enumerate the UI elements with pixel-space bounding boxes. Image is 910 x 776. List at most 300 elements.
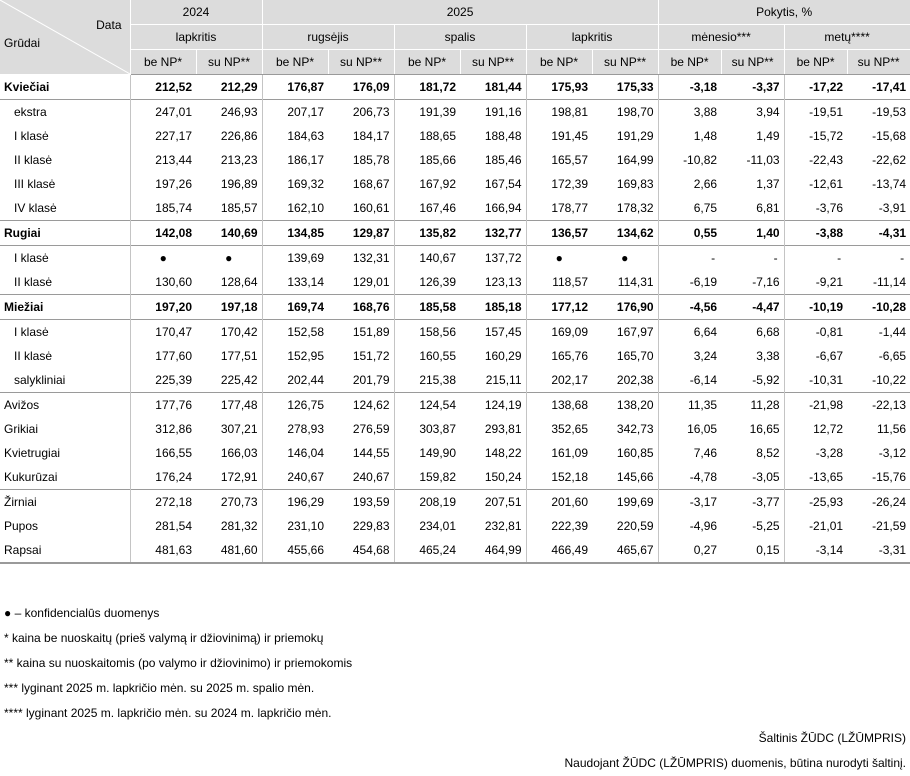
table-row xyxy=(0,75,910,100)
table-cell: 2,66 xyxy=(658,172,721,196)
table-cell: 126,75 xyxy=(262,393,328,418)
row-label: II klasė xyxy=(14,275,53,289)
table-cell: -26,24 xyxy=(847,490,910,515)
table-row xyxy=(0,441,910,465)
table-row xyxy=(0,221,910,246)
table-cell: 137,72 xyxy=(460,246,526,271)
table-cell: 184,63 xyxy=(262,124,328,148)
table-cell: 197,18 xyxy=(196,295,262,320)
table-cell: 151,72 xyxy=(352,349,390,363)
table-cell: -10,28 xyxy=(847,295,910,320)
table-cell: 0,27 xyxy=(658,538,721,563)
table-cell: 129,87 xyxy=(328,221,394,246)
footnote: ** kaina su nuoskaitomis (po valymo ir džiovinimo) ir priemokomis xyxy=(4,656,353,670)
table-cell: -3,18 xyxy=(658,75,721,100)
table-cell: 166,94 xyxy=(484,201,522,215)
table-cell: 167,97 xyxy=(592,320,658,345)
table-cell: 151,89 xyxy=(328,320,394,345)
table-cell: -12,61 xyxy=(784,172,847,196)
table-cell: 177,60 xyxy=(130,344,196,368)
table-cell: 166,03 xyxy=(220,446,258,460)
table-cell: 481,60 xyxy=(196,538,262,563)
table-cell: 270,73 xyxy=(196,490,262,515)
table-cell: -13,74 xyxy=(872,177,907,191)
table-cell: -3,14 xyxy=(784,538,847,563)
change-header: Pokytis, % xyxy=(658,0,910,25)
table-cell: 160,29 xyxy=(484,349,522,363)
table-cell: -5,25 xyxy=(752,519,780,533)
table-cell: 201,60 xyxy=(526,490,592,515)
table-cell: 159,82 xyxy=(394,465,460,490)
table-cell: -10,82 xyxy=(658,148,721,172)
footnote: **** lyginant 2025 m. lapkričio mėn. su 2024 m. lapkričio mėn. xyxy=(4,706,332,720)
table-cell: 202,44 xyxy=(262,368,328,393)
month-header: lapkritis xyxy=(130,25,262,50)
table-cell: 198,70 xyxy=(592,100,658,125)
su-np-header: su NP** xyxy=(328,50,394,75)
table-cell: -3,77 xyxy=(721,490,784,515)
table-cell: 177,51 xyxy=(220,349,258,363)
table-cell: -21,59 xyxy=(872,519,907,533)
table-cell: -3,76 xyxy=(784,196,847,221)
table-row xyxy=(0,100,910,125)
table-cell: - xyxy=(847,246,910,271)
table-cell: 465,24 xyxy=(394,538,460,563)
table-cell: 191,29 xyxy=(616,129,654,143)
table-cell: -7,16 xyxy=(752,275,780,289)
table-cell: 215,11 xyxy=(485,373,522,387)
table-cell: 191,45 xyxy=(526,124,592,148)
table-cell: 170,42 xyxy=(196,320,262,345)
table-cell: 140,67 xyxy=(394,246,460,271)
table-cell: -3,05 xyxy=(752,470,780,484)
table-row xyxy=(0,344,910,368)
table-cell: 465,67 xyxy=(592,538,658,563)
table-cell: -10,19 xyxy=(784,295,847,320)
table-cell: 152,95 xyxy=(262,344,328,368)
table-cell: 167,54 xyxy=(484,177,522,191)
table-cell: -17,22 xyxy=(784,75,847,100)
table-cell: 160,55 xyxy=(394,344,460,368)
table-cell: 11,28 xyxy=(721,393,784,418)
footnote: *** lyginant 2025 m. lapkričio mėn. su 2025 m. spalio mėn. xyxy=(4,681,315,695)
table-cell: -5,92 xyxy=(752,373,780,387)
table-cell: 16,05 xyxy=(658,417,721,441)
table-row xyxy=(0,490,910,515)
table-cell: 124,54 xyxy=(394,393,460,418)
table-cell: 198,81 xyxy=(526,100,592,125)
table-cell: 481,63 xyxy=(130,538,196,563)
table-cell: 12,72 xyxy=(784,417,847,441)
table-row xyxy=(0,393,910,418)
table-cell: 158,56 xyxy=(394,320,460,345)
table-cell: 185,18 xyxy=(460,295,526,320)
row-label: salykliniai xyxy=(14,373,66,387)
table-cell: 227,17 xyxy=(130,124,196,148)
table-cell: 133,14 xyxy=(262,270,328,295)
table-cell: 175,33 xyxy=(616,80,654,94)
source-line: Šaltinis ŽŪDC (LŽŪMPRIS) xyxy=(758,731,906,745)
be-np-header: be NP* xyxy=(394,50,460,75)
table-cell: 11,56 xyxy=(876,422,907,436)
table-cell: 247,01 xyxy=(130,100,196,125)
table-cell: 165,57 xyxy=(526,148,592,172)
table-cell: 207,51 xyxy=(460,490,526,515)
table-cell: 138,20 xyxy=(592,393,658,418)
table-cell: 0,15 xyxy=(721,538,784,563)
table-cell: 342,73 xyxy=(616,422,654,436)
table-cell: 152,58 xyxy=(262,320,328,345)
table-cell: 160,61 xyxy=(352,201,390,215)
table-cell: - xyxy=(784,246,847,271)
row-label: Rapsai xyxy=(0,538,130,563)
table-cell: 176,09 xyxy=(352,80,390,94)
table-cell: 6,64 xyxy=(658,320,721,345)
row-label: Kvietrugiai xyxy=(4,446,61,460)
table-cell: -17,41 xyxy=(872,80,907,94)
table-row xyxy=(0,196,910,221)
table-cell: 231,10 xyxy=(262,514,328,538)
table-cell: 167,46 xyxy=(394,196,460,221)
table-cell: -15,76 xyxy=(872,470,907,484)
table-cell: 464,99 xyxy=(460,538,526,563)
table-cell: 185,66 xyxy=(394,148,460,172)
table-cell: 135,82 xyxy=(394,221,460,246)
table-cell: 201,79 xyxy=(352,373,390,387)
table-cell: 193,59 xyxy=(328,490,394,515)
table-cell: 132,31 xyxy=(328,246,394,271)
table-cell: 213,23 xyxy=(220,153,258,167)
table-cell: 240,67 xyxy=(352,470,390,484)
table-cell: 466,49 xyxy=(526,538,592,563)
table-cell: ● xyxy=(196,246,262,271)
table-cell: 126,39 xyxy=(394,270,460,295)
row-label: I klasė xyxy=(14,129,49,143)
table-cell: -6,14 xyxy=(658,368,721,393)
table-cell: -4,96 xyxy=(658,514,721,538)
table-cell: 184,17 xyxy=(352,129,390,143)
table-cell: 178,77 xyxy=(526,196,592,221)
table-cell: -3,31 xyxy=(847,538,910,563)
table-cell: 170,47 xyxy=(130,320,196,345)
table-cell: 134,62 xyxy=(592,221,658,246)
table-cell: 114,31 xyxy=(617,275,654,289)
row-label: III klasė xyxy=(14,177,56,191)
table-cell: 293,81 xyxy=(484,422,522,436)
table-cell: 161,09 xyxy=(526,441,592,465)
table-cell: 229,83 xyxy=(352,519,390,533)
table-cell: 149,90 xyxy=(394,441,460,465)
be-np-header: be NP* xyxy=(784,50,847,75)
table-cell: 220,59 xyxy=(616,519,654,533)
table-cell: -9,21 xyxy=(784,270,847,295)
table-cell: 281,54 xyxy=(130,514,196,538)
table-cell: 132,77 xyxy=(460,221,526,246)
table-cell: - xyxy=(658,246,721,271)
table-cell: -11,03 xyxy=(746,153,780,167)
table-cell: 129,01 xyxy=(352,275,390,289)
su-np-header: su NP** xyxy=(196,50,262,75)
table-cell: 199,69 xyxy=(592,490,658,515)
table-cell: 454,68 xyxy=(328,538,394,563)
table-cell: -3,91 xyxy=(878,201,907,215)
table-cell: -6,67 xyxy=(784,344,847,368)
table-cell: 146,04 xyxy=(262,441,328,465)
be-np-header: be NP* xyxy=(130,50,196,75)
table-cell: -21,01 xyxy=(784,514,847,538)
table-cell: 176,87 xyxy=(262,75,328,100)
year-2024-header: 2024 xyxy=(130,0,262,25)
table-cell: -3,12 xyxy=(878,446,907,460)
footnotes xyxy=(4,606,352,731)
table-cell: 212,52 xyxy=(130,75,196,100)
table-row xyxy=(0,514,910,538)
month-header: rugsėjis xyxy=(262,25,394,50)
table-cell: 197,20 xyxy=(130,295,196,320)
table-row xyxy=(0,295,910,320)
table-cell: 165,70 xyxy=(616,349,654,363)
table-cell: -19,53 xyxy=(847,100,910,125)
table-cell: -3,88 xyxy=(784,221,847,246)
table-cell: -1,44 xyxy=(847,320,910,345)
table-cell: 272,18 xyxy=(130,490,196,515)
table-cell: 191,16 xyxy=(460,100,526,125)
table-cell: -11,14 xyxy=(872,275,907,289)
table-cell: 6,75 xyxy=(658,196,721,221)
be-np-header: be NP* xyxy=(658,50,721,75)
row-label: I klasė xyxy=(0,246,130,271)
row-label: IV klasė xyxy=(14,201,57,215)
table-cell: 3,24 xyxy=(658,344,721,368)
table-cell: 185,46 xyxy=(484,153,522,167)
table-cell: 225,42 xyxy=(220,373,258,387)
table-cell: -3,37 xyxy=(752,80,780,94)
table-row xyxy=(0,172,910,196)
table-cell: - xyxy=(721,246,784,271)
table-cell: 206,73 xyxy=(328,100,394,125)
table-cell: 191,39 xyxy=(394,100,460,125)
table-cell: 312,86 xyxy=(130,417,196,441)
table-cell: -6,19 xyxy=(658,270,721,295)
table-cell: -4,31 xyxy=(847,221,910,246)
row-label: Avižos xyxy=(0,393,130,418)
table-cell: 455,66 xyxy=(262,538,328,563)
table-cell: 222,39 xyxy=(526,514,592,538)
table-cell: 181,44 xyxy=(484,80,522,94)
table-cell: 130,60 xyxy=(130,270,196,295)
source-note: Naudojant ŽŪDC (LŽŪMPRIS) duomenis, būtina nurodyti šaltinį. xyxy=(564,756,906,770)
table-cell: 1,49 xyxy=(756,129,780,143)
table-cell: 3,38 xyxy=(756,349,780,363)
table-cell: 168,67 xyxy=(352,177,390,191)
table-cell: 134,85 xyxy=(262,221,328,246)
table-cell: 138,68 xyxy=(526,393,592,418)
table-cell: 177,12 xyxy=(526,295,592,320)
table-cell: 1,37 xyxy=(756,177,780,191)
table-cell: 303,87 xyxy=(394,417,460,441)
table-cell: -0,81 xyxy=(784,320,847,345)
table-cell: -22,13 xyxy=(847,393,910,418)
table-cell: 181,72 xyxy=(394,75,460,100)
header-corner xyxy=(0,0,130,75)
row-label: Pupos xyxy=(4,519,39,533)
table-cell: 178,32 xyxy=(616,201,654,215)
table-cell: 278,93 xyxy=(262,417,328,441)
table-cell: 3,94 xyxy=(721,100,784,125)
table-cell: 177,76 xyxy=(130,393,196,418)
table-cell: -15,68 xyxy=(872,129,907,143)
table-cell: 169,83 xyxy=(616,177,654,191)
table-cell: 160,85 xyxy=(616,446,654,460)
row-label: ekstra xyxy=(0,100,130,125)
table-cell: 176,90 xyxy=(592,295,658,320)
table-cell: 1,40 xyxy=(721,221,784,246)
table-cell: 144,55 xyxy=(352,446,390,460)
table-cell: 185,57 xyxy=(220,201,258,215)
table-cell: -3,17 xyxy=(658,490,721,515)
table-cell: ● xyxy=(592,246,658,271)
table-cell: 1,48 xyxy=(658,124,721,148)
table-cell: 225,39 xyxy=(130,368,196,393)
table-cell: 215,38 xyxy=(394,368,460,393)
yearly-change-header: metų**** xyxy=(784,25,910,50)
table-cell: -22,62 xyxy=(872,153,907,167)
table-row xyxy=(0,368,910,393)
monthly-change-header: mėnesio*** xyxy=(658,25,784,50)
table-cell: 185,58 xyxy=(394,295,460,320)
table-cell: 6,68 xyxy=(721,320,784,345)
table-row xyxy=(0,465,910,490)
table-cell: -3,28 xyxy=(784,441,847,465)
row-label: II klasė xyxy=(14,153,53,167)
table-cell: 176,24 xyxy=(130,465,196,490)
table-cell: 177,48 xyxy=(196,393,262,418)
table-cell: ● xyxy=(130,246,196,271)
table-cell: 188,48 xyxy=(484,129,522,143)
table-cell: -10,31 xyxy=(784,368,847,393)
table-cell: 185,78 xyxy=(352,153,390,167)
table-cell: 212,29 xyxy=(220,80,258,94)
table-row xyxy=(0,538,910,563)
su-np-header: su NP** xyxy=(592,50,658,75)
table-cell: 246,93 xyxy=(196,100,262,125)
table-cell: 226,86 xyxy=(220,129,258,143)
table-cell: 197,26 xyxy=(130,172,196,196)
table-cell: 175,93 xyxy=(526,75,592,100)
table-cell: 213,44 xyxy=(130,148,196,172)
table-cell: 162,10 xyxy=(262,196,328,221)
table-cell: 8,52 xyxy=(756,446,780,460)
table-cell: 185,74 xyxy=(130,196,196,221)
table-cell: 207,17 xyxy=(262,100,328,125)
table-cell: -10,22 xyxy=(872,373,907,387)
row-label: Rugiai xyxy=(0,221,130,246)
table-cell: 186,17 xyxy=(262,148,328,172)
table-cell: 208,19 xyxy=(394,490,460,515)
row-label: II klasė xyxy=(14,349,53,363)
table-cell: 118,57 xyxy=(526,270,592,295)
table-cell: 307,21 xyxy=(220,422,258,436)
footnote: * kaina be nuoskaitų (prieš valymą ir džiovinimą) ir priemokų xyxy=(4,631,324,645)
table-cell: -22,43 xyxy=(784,148,847,172)
table-cell: 167,92 xyxy=(394,172,460,196)
table-cell: -13,65 xyxy=(784,465,847,490)
table-cell: 142,08 xyxy=(130,221,196,246)
table-cell: 232,81 xyxy=(484,519,522,533)
table-cell: 139,69 xyxy=(262,246,328,271)
table-cell: 166,55 xyxy=(130,441,196,465)
row-label: Žirniai xyxy=(0,490,130,515)
table-cell: 124,19 xyxy=(460,393,526,418)
table-row xyxy=(0,246,910,271)
table-cell: 7,46 xyxy=(658,441,721,465)
table-row xyxy=(0,270,910,295)
table-cell: 11,35 xyxy=(658,393,721,418)
table-cell: 352,65 xyxy=(526,417,592,441)
su-np-header: su NP** xyxy=(460,50,526,75)
table-cell: -25,93 xyxy=(784,490,847,515)
table-cell: 123,13 xyxy=(484,275,522,289)
table-cell: 164,99 xyxy=(616,153,654,167)
table-cell: 136,57 xyxy=(526,221,592,246)
year-2025-header: 2025 xyxy=(262,0,658,25)
grain-header-label: Grūdai xyxy=(4,36,41,50)
footnote: ● – konfidencialūs duomenys xyxy=(4,606,160,620)
row-label: I klasė xyxy=(0,320,130,345)
table-cell: 196,29 xyxy=(262,490,328,515)
data-header-label: Data xyxy=(96,18,122,32)
table-row xyxy=(0,124,910,148)
table-row xyxy=(0,417,910,441)
table-cell: 148,22 xyxy=(484,446,522,460)
table-cell: 3,88 xyxy=(658,100,721,125)
table-cell: -19,51 xyxy=(784,100,847,125)
su-np-header: su NP** xyxy=(721,50,784,75)
table-cell: -4,47 xyxy=(721,295,784,320)
table-cell: 240,67 xyxy=(262,465,328,490)
table-cell: 169,74 xyxy=(262,295,328,320)
table-cell: 152,18 xyxy=(526,465,592,490)
table-cell: 188,65 xyxy=(394,124,460,148)
table-cell: 16,65 xyxy=(749,422,780,436)
table-cell: 145,66 xyxy=(616,470,654,484)
table-cell: 276,59 xyxy=(352,422,390,436)
table-cell: 172,91 xyxy=(220,470,258,484)
table-cell: 140,69 xyxy=(196,221,262,246)
table-cell: 6,81 xyxy=(756,201,780,215)
table-cell: 196,89 xyxy=(220,177,258,191)
table-cell: 0,55 xyxy=(658,221,721,246)
table-row xyxy=(0,148,910,172)
table-cell: 124,62 xyxy=(328,393,394,418)
table-cell: ● xyxy=(526,246,592,271)
row-label: Miežiai xyxy=(0,295,130,320)
row-label: Kukurūzai xyxy=(4,470,58,484)
row-label: Kviečiai xyxy=(4,80,50,94)
table-cell: -15,72 xyxy=(784,124,847,148)
month-header: lapkritis xyxy=(526,25,658,50)
table-cell: 150,24 xyxy=(484,470,522,484)
table-cell: 169,09 xyxy=(526,320,592,345)
table-cell: 234,01 xyxy=(394,514,460,538)
table-cell: 202,38 xyxy=(616,373,654,387)
table-cell: -4,78 xyxy=(658,465,721,490)
table-cell: -6,65 xyxy=(878,349,907,363)
table-cell: 202,17 xyxy=(526,368,592,393)
table-cell: 172,39 xyxy=(526,172,592,196)
table-cell: 281,32 xyxy=(220,519,258,533)
table-cell: 168,76 xyxy=(328,295,394,320)
